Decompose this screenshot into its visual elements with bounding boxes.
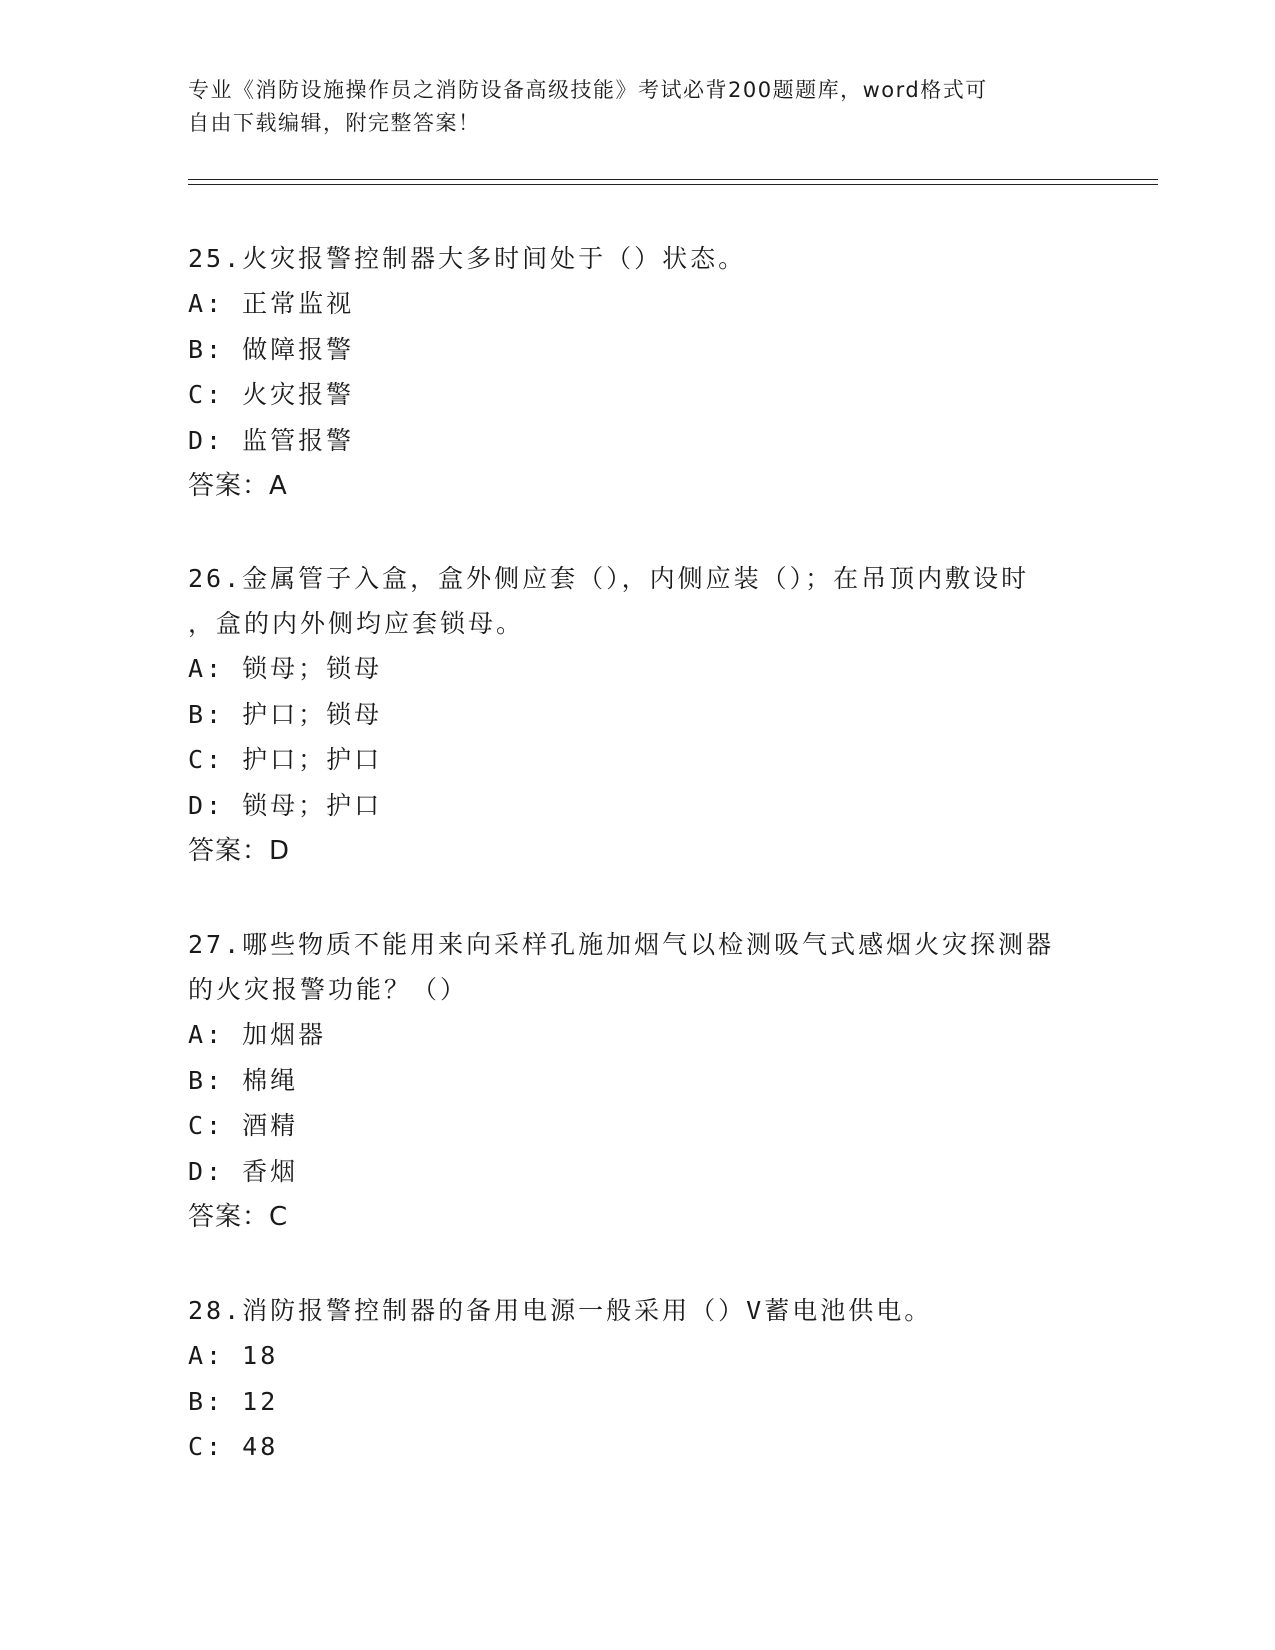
option-text: 做障报警 <box>242 334 355 364</box>
option-text: 正常监视 <box>242 289 355 318</box>
option-text: 火灾报警 <box>242 380 355 409</box>
question-stem: 27.哪些物质不能用来向采样孔施加烟气以检测吸气式感烟火灾探测器 <box>188 930 1055 959</box>
header-divider-top <box>188 179 1158 180</box>
option-a <box>188 1333 1088 1379</box>
option-letter: B: <box>188 1386 225 1416</box>
option-text: 棉绳 <box>242 1065 299 1095</box>
option-text: 加烟器 <box>242 1020 327 1049</box>
document-header <box>188 74 1088 140</box>
option-d <box>188 1149 1088 1195</box>
option-letter: A: <box>188 654 225 683</box>
option-text: 护口；护口 <box>242 745 383 774</box>
option-text: 12 <box>242 1386 279 1416</box>
option-text: 监管报警 <box>242 425 355 455</box>
option-letter: A: <box>188 1341 225 1370</box>
header-line-1: 专业《消防设施操作员之消防设备高级技能》考试必背200题题库，word格式可 <box>188 78 988 102</box>
option-b <box>188 1058 1088 1104</box>
option-text: 18 <box>242 1341 279 1370</box>
option-text: 护口；锁母 <box>242 699 383 729</box>
answer-line: 答案：C <box>188 1202 289 1232</box>
option-a <box>188 281 1088 327</box>
option-c <box>188 737 1088 783</box>
option-letter: A: <box>188 1020 225 1049</box>
option-text: 香烟 <box>242 1156 299 1186</box>
option-letter: C: <box>188 1432 225 1461</box>
option-letter: D: <box>188 425 225 455</box>
option-c <box>188 1424 1088 1470</box>
option-text: 酒精 <box>242 1111 299 1140</box>
option-letter: A: <box>188 289 225 318</box>
option-letter: D: <box>188 790 225 820</box>
option-letter: D: <box>188 1156 225 1186</box>
option-b <box>188 327 1088 373</box>
option-letter: C: <box>188 745 225 774</box>
option-d <box>188 418 1088 464</box>
option-letter: B: <box>188 1065 225 1095</box>
question-stem-continued: ，盒的内外侧均应套锁母。 <box>188 609 525 638</box>
question-stem: 28.消防报警控制器的备用电源一般采用（）V蓄电池供电。 <box>188 1296 933 1325</box>
question-27 <box>188 922 1088 1240</box>
header-line-2: 自由下载编辑，附完整答案！ <box>188 111 481 135</box>
answer-line: 答案：D <box>188 836 291 866</box>
option-d <box>188 783 1088 829</box>
header-divider-bottom <box>188 184 1158 185</box>
option-c <box>188 1103 1088 1149</box>
option-letter: B: <box>188 699 225 729</box>
question-26 <box>188 556 1088 874</box>
option-b <box>188 1379 1088 1425</box>
option-letter: B: <box>188 334 225 364</box>
option-letter: C: <box>188 1111 225 1140</box>
option-c <box>188 372 1088 418</box>
option-b <box>188 692 1088 738</box>
option-text: 锁母；护口 <box>242 790 383 820</box>
option-a <box>188 646 1088 692</box>
question-stem: 25.火灾报警控制器大多时间处于（）状态。 <box>188 244 747 273</box>
option-a <box>188 1012 1088 1058</box>
question-28 <box>188 1288 1088 1470</box>
question-25 <box>188 236 1088 509</box>
option-text: 48 <box>242 1432 279 1461</box>
answer-line: 答案：A <box>188 471 288 501</box>
option-letter: C: <box>188 380 225 409</box>
question-stem-continued: 的火灾报警功能？（） <box>188 975 469 1004</box>
option-text: 锁母；锁母 <box>242 654 383 683</box>
question-stem: 26.金属管子入盒，盒外侧应套（），内侧应装（）；在吊顶内敷设时 <box>188 564 1030 593</box>
